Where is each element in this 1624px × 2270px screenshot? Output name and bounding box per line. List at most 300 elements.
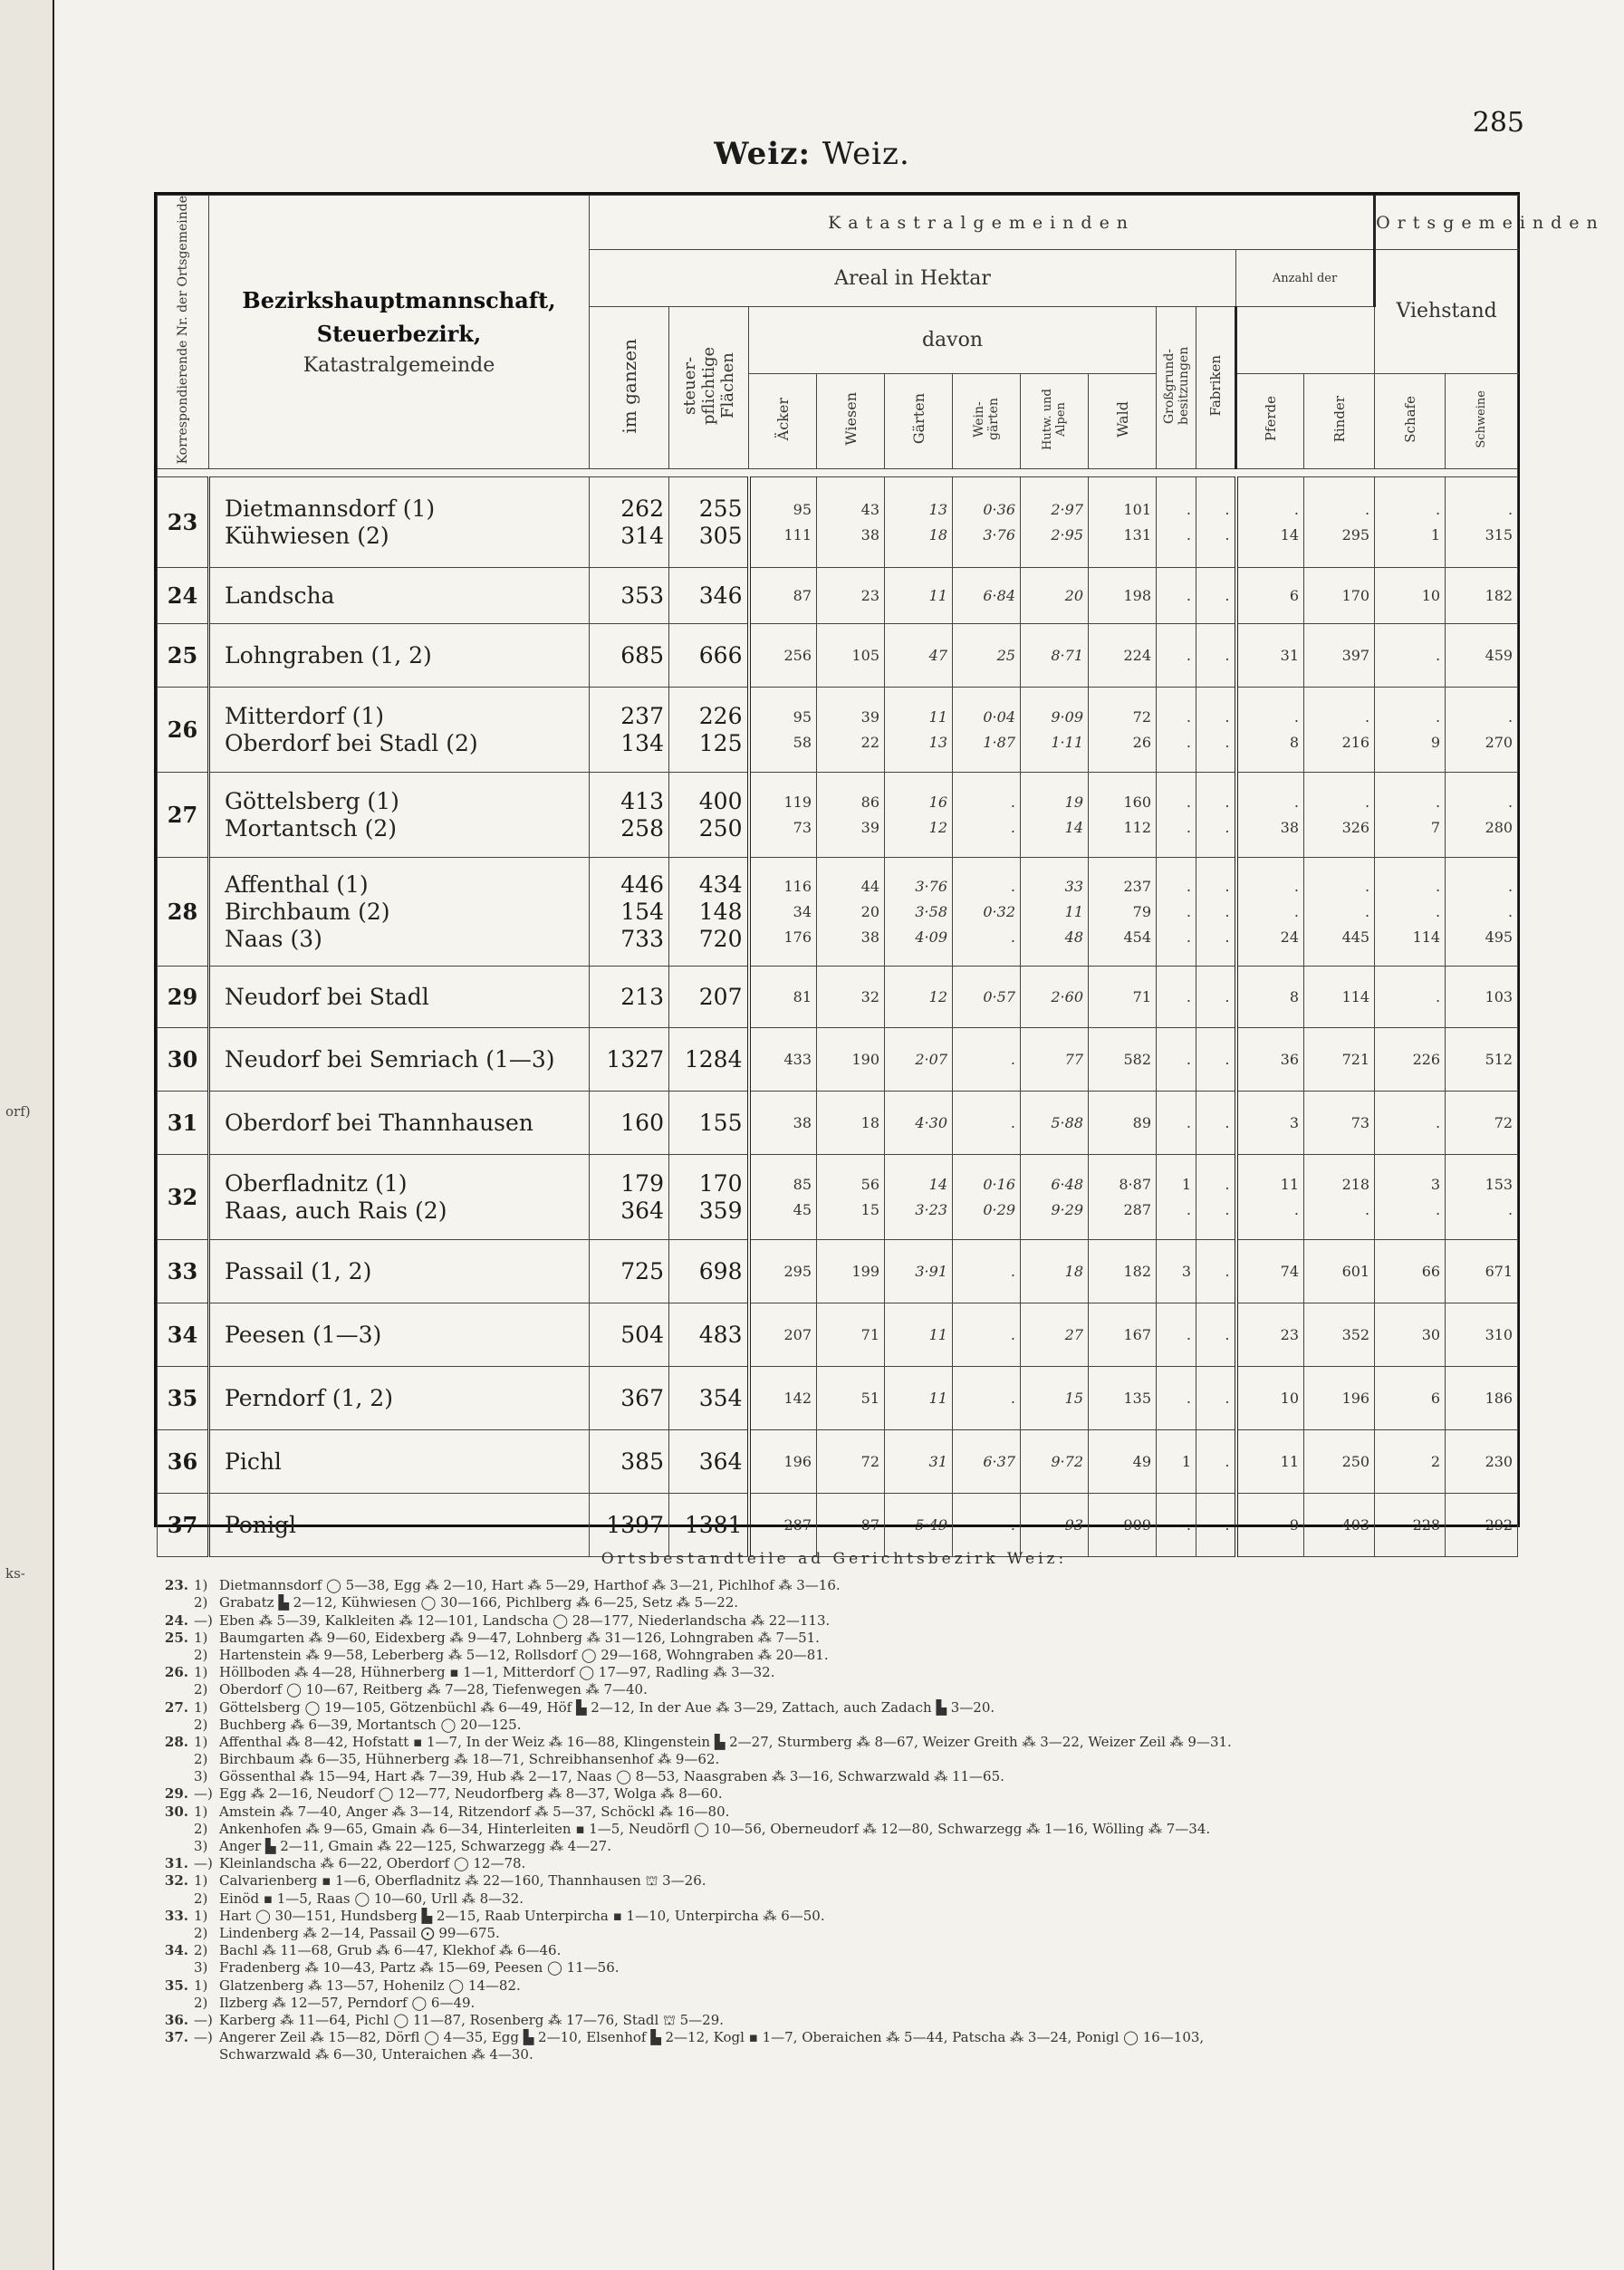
col-weingarten: 0·04 1·87 [953, 688, 1021, 773]
row-number: 27 [158, 773, 209, 858]
row-number: 33 [158, 1240, 209, 1303]
footnote-text: Affenthal ⁂ 8—42, Hofstatt ▪ 1—7, In der Weiz ⁂ 16—88, Klingenstein ▙ 2—27, Sturmberg ⁂ 8—67, Weizer Greith ⁂ 3—22, Weizer Zeil ⁂ 9—31. [219, 1733, 1232, 1750]
col-steuerpflichtig: 155 [669, 1092, 749, 1155]
col-schweine: 153 . [1446, 1155, 1518, 1240]
col-im-ganzen: 179 364 [590, 1155, 669, 1240]
footnote-text: Ilzberg ⁂ 12—57, Perndorf ◯ 6—49. [219, 1994, 476, 2011]
col-wald: 198 [1089, 568, 1157, 624]
col-fabriken: . . [1196, 1155, 1236, 1240]
col-weingarten: . [953, 1303, 1021, 1367]
col-acker: 116 34 176 [749, 858, 817, 967]
col-grossgrund: 1 [1157, 1430, 1196, 1494]
footnote-line [154, 1681, 1514, 1698]
col-im-ganzen: 237 134 [590, 688, 669, 773]
col-rinder: 170 [1304, 568, 1375, 624]
footnote-line [154, 1872, 1514, 1890]
col-grossgrund: . [1157, 1028, 1196, 1092]
col-grossgrund: 3 [1157, 1240, 1196, 1303]
col-rinder: 250 [1304, 1430, 1375, 1494]
col-wald: 135 [1089, 1367, 1157, 1430]
col-gaerten: 31 [885, 1430, 953, 1494]
col-pferde: 3 [1236, 1092, 1304, 1155]
col-im-ganzen: 385 [590, 1430, 669, 1494]
gaerten-header: Gärten [885, 373, 953, 469]
col-schafe: 3 . [1375, 1155, 1446, 1240]
col-steuerpflichtig: 346 [669, 568, 749, 624]
footnote-number: 31. [164, 1855, 188, 1872]
row-number: 37 [158, 1494, 209, 1557]
footnote-line [154, 1647, 1514, 1664]
footnote-line [154, 1908, 1514, 1925]
col-schweine: 103 [1446, 967, 1518, 1028]
table-row [158, 773, 1518, 858]
col-fabriken: . [1196, 1367, 1236, 1430]
footnote-line [154, 1577, 1514, 1594]
col-schafe: . [1375, 967, 1446, 1028]
col-im-ganzen: 1327 [590, 1028, 669, 1092]
col-steuerpflichtig: 483 [669, 1303, 749, 1367]
footnote-text: Dietmannsdorf ◯ 5—38, Egg ⁂ 2—10, Hart ⁂ 5—29, Harthof ⁂ 3—21, Pichlhof ⁂ 3—16. [219, 1577, 841, 1594]
col-fabriken: . [1196, 1494, 1236, 1557]
col-fabriken: . [1196, 1028, 1236, 1092]
footnote-number: 37. [164, 2029, 188, 2046]
table-row [158, 858, 1518, 967]
col-im-ganzen: 1397 [590, 1494, 669, 1557]
footnote-text: Schwarzwald ⁂ 6—30, Unteraichen ⁂ 4—30. [219, 2046, 533, 2063]
col-schweine: 292 [1446, 1494, 1518, 1557]
left-page-edge [0, 0, 54, 2270]
col-steuerpflichtig: 1381 [669, 1494, 749, 1557]
col-wald: 237 79 454 [1089, 858, 1157, 967]
col-weingarten: 0·16 0·29 [953, 1155, 1021, 1240]
col-schafe: . 1 [1375, 477, 1446, 568]
footnote-number: 36. [164, 2011, 188, 2028]
col-schafe: 30 [1375, 1303, 1446, 1367]
footnote-number: 24. [164, 1611, 188, 1629]
footnote-text: Anger ▙ 2—11, Gmain ⁂ 22—125, Schwarzegg ⁂ 4—27. [219, 1838, 611, 1855]
col-pferde: . 38 [1236, 773, 1304, 858]
col-steuerpflichtig: 400 250 [669, 773, 749, 858]
areal-header: Areal in Hektar [590, 250, 1236, 307]
col-gaerten: 2·07 [885, 1028, 953, 1092]
col-wiesen: 105 [817, 624, 885, 688]
footnote-line [154, 1855, 1514, 1872]
col-wald: 72 26 [1089, 688, 1157, 773]
page-title-sub: Weiz. [822, 136, 910, 172]
page-title [0, 136, 1624, 172]
col-hutweiden: 93 [1021, 1494, 1089, 1557]
col-rinder: . . 445 [1304, 858, 1375, 967]
footnote-line [154, 1751, 1514, 1768]
col-wiesen: 56 15 [817, 1155, 885, 1240]
col-pferde: 10 [1236, 1367, 1304, 1430]
col-schweine: 671 [1446, 1240, 1518, 1303]
col-steuerpflichtig: 364 [669, 1430, 749, 1494]
col-schweine: 182 [1446, 568, 1518, 624]
col-acker: 295 [749, 1240, 817, 1303]
cadastral-name: Lohngraben (1, 2) [209, 624, 590, 688]
table-row [158, 688, 1518, 773]
col-pferde: . . 24 [1236, 858, 1304, 967]
col-steuerpflichtig: 226 125 [669, 688, 749, 773]
col-pferde: . 8 [1236, 688, 1304, 773]
col-acker: 142 [749, 1367, 817, 1430]
footnote-line [154, 1630, 1514, 1647]
footnote-line [154, 1768, 1514, 1785]
footnote-text: Ankenhofen ⁂ 9—65, Gmain ⁂ 6—34, Hinterleiten ▪ 1—5, Neudörfl ◯ 10—56, Oberneudorf ⁂ 12—80, Schwarzegg ⁂ 1—16, Wölling ⁂ 7—34. [219, 1820, 1211, 1837]
col-acker: 81 [749, 967, 817, 1028]
footnote-text: Hart ◯ 30—151, Hundsberg ▙ 2—15, Raab Unterpircha ▪ 1—10, Unterpircha ⁂ 6—50. [219, 1907, 825, 1924]
col-pferde: 8 [1236, 967, 1304, 1028]
col-gaerten: 11 13 [885, 688, 953, 773]
cadastral-name: Landscha [209, 568, 590, 624]
cadastral-name: Mitterdorf (1) Oberdorf bei Stadl (2) [209, 688, 590, 773]
col-wiesen: 32 [817, 967, 885, 1028]
col-pferde: 9 [1236, 1494, 1304, 1557]
col-wiesen: 87 [817, 1494, 885, 1557]
col-pferde: . 14 [1236, 477, 1304, 568]
col-acker: 433 [749, 1028, 817, 1092]
col-rinder: 196 [1304, 1367, 1375, 1430]
col-schafe: 226 [1375, 1028, 1446, 1092]
col-acker: 95 58 [749, 688, 817, 773]
footnote-text: Bachl ⁂ 11—68, Grub ⁂ 6—47, Klekhof ⁂ 6—46. [219, 1942, 562, 1959]
footnote-line [154, 1717, 1514, 1734]
col-wiesen: 39 22 [817, 688, 885, 773]
col-schafe: . 9 [1375, 688, 1446, 773]
col-schafe: . 7 [1375, 773, 1446, 858]
col-schweine: 186 [1446, 1367, 1518, 1430]
col-im-ganzen: 213 [590, 967, 669, 1028]
col-schweine: . . 495 [1446, 858, 1518, 967]
col-acker: 87 [749, 568, 817, 624]
col-weingarten: 0·36 3·76 [953, 477, 1021, 568]
footnote-number: 34. [164, 1942, 188, 1959]
col-schafe: 2 [1375, 1430, 1446, 1494]
col-hutweiden: 9·09 1·11 [1021, 688, 1089, 773]
col-im-ganzen: 504 [590, 1303, 669, 1367]
footnote-line [154, 1664, 1514, 1681]
col-hutweiden: 77 [1021, 1028, 1089, 1092]
col-rinder: 403 [1304, 1494, 1375, 1557]
col-rinder: . 326 [1304, 773, 1375, 858]
col-grossgrund: . . [1157, 477, 1196, 568]
col-acker: 38 [749, 1092, 817, 1155]
col-rinder: 114 [1304, 967, 1375, 1028]
col-pferde: 11 [1236, 1430, 1304, 1494]
cadastral-name: Peesen (1—3) [209, 1303, 590, 1367]
col-fabriken: . . [1196, 688, 1236, 773]
footnote-sub: 1) [194, 1698, 208, 1716]
footnote-number: 25. [164, 1629, 188, 1646]
col-gaerten: 11 [885, 1367, 953, 1430]
col-wiesen: 199 [817, 1240, 885, 1303]
row-number: 35 [158, 1367, 209, 1430]
cadastral-name: Ponigl [209, 1494, 590, 1557]
footnote-sub: 2) [194, 1890, 208, 1907]
footnote-line [154, 1925, 1514, 1942]
col-wald: 167 [1089, 1303, 1157, 1367]
col-gaerten: 11 [885, 568, 953, 624]
col-weingarten: . [953, 1367, 1021, 1430]
footnote-sub: 1) [194, 1977, 208, 1994]
edge-text: orf) [5, 1103, 31, 1120]
footnote-text: Calvarienberg ▪ 1—6, Oberfladnitz ⁂ 22—160, Thannhausen ⛫ 3—26. [219, 1872, 706, 1890]
col-schafe: . [1375, 1092, 1446, 1155]
footnote-sub: 2) [194, 1751, 208, 1768]
col-wald: 49 [1089, 1430, 1157, 1494]
col-fabriken: . . . [1196, 858, 1236, 967]
row-number: 29 [158, 967, 209, 1028]
table-row [158, 1430, 1518, 1494]
col-fabriken: . [1196, 1303, 1236, 1367]
col-weingarten: . [953, 1494, 1021, 1557]
district-header: Bezirkshauptmannschaft, Steuerbezirk, Katastralgemeinde [209, 196, 590, 469]
col-hutweiden: 9·72 [1021, 1430, 1089, 1494]
footnote-sub: 2) [194, 1681, 208, 1698]
col-schweine: 72 [1446, 1092, 1518, 1155]
col-hutweiden: 15 [1021, 1367, 1089, 1430]
footnote-sub: —) [194, 1855, 213, 1872]
col-acker: 85 45 [749, 1155, 817, 1240]
weingarten-header: Wein- gärten [953, 373, 1021, 469]
footnote-sub: 2) [194, 1820, 208, 1837]
footnote-sub: 3) [194, 1768, 208, 1785]
col-fabriken: . [1196, 624, 1236, 688]
row-number: 36 [158, 1430, 209, 1494]
footnote-number: 28. [164, 1733, 188, 1750]
footnote-sub: 1) [194, 1907, 208, 1924]
col-im-ganzen: 262 314 [590, 477, 669, 568]
row-number: 26 [158, 688, 209, 773]
footnote-line [154, 1838, 1514, 1855]
footnote-number: 27. [164, 1698, 188, 1716]
col-grossgrund: . . . [1157, 858, 1196, 967]
corr-nr-header: Korrespondierende Nr. der Ortsgemeinde [158, 196, 209, 469]
footnote-line [154, 1734, 1514, 1751]
anzahl-header: Anzahl der [1236, 250, 1375, 307]
viehstand-header: Viehstand [1375, 250, 1518, 374]
col-schafe: 10 [1375, 568, 1446, 624]
col-weingarten: . . [953, 773, 1021, 858]
col-rinder: 73 [1304, 1092, 1375, 1155]
col-wiesen: 18 [817, 1092, 885, 1155]
col-hutweiden: 33 11 48 [1021, 858, 1089, 967]
footnote-sub: —) [194, 2011, 213, 2028]
col-gaerten: 3·76 3·58 4·09 [885, 858, 953, 967]
col-pferde: 6 [1236, 568, 1304, 624]
footnote-text: Göttelsberg ◯ 19—105, Götzenbüchl ⁂ 6—49, Höf ▙ 2—12, In der Aue ⁂ 3—29, Zattach, auch Zadach ▙ 3—20. [219, 1698, 995, 1716]
footnote-line [154, 1785, 1514, 1803]
footnote-line [154, 1612, 1514, 1630]
cadastral-name: Neudorf bei Semriach (1—3) [209, 1028, 590, 1092]
col-hutweiden: 20 [1021, 568, 1089, 624]
footnote-line [154, 2012, 1514, 2029]
footnote-sub: 1) [194, 1733, 208, 1750]
statistics-table [154, 192, 1605, 1539]
col-wald: 909 [1089, 1494, 1157, 1557]
col-weingarten: 6·37 [953, 1430, 1021, 1494]
footnote-text: Höllboden ⁂ 4—28, Hühnerberg ▪ 1—1, Mitterdorf ◯ 17—97, Radling ⁂ 3—32. [219, 1664, 775, 1681]
row-number: 28 [158, 858, 209, 967]
col-gaerten: 14 3·23 [885, 1155, 953, 1240]
col-weingarten: . 0·32 . [953, 858, 1021, 967]
footnote-sub: 1) [194, 1664, 208, 1681]
table-row [158, 624, 1518, 688]
footnote-text: Lindenberg ⁂ 2—14, Passail ⨀ 99—675. [219, 1924, 500, 1941]
wiesen-header: Wiesen [817, 373, 885, 469]
footnote-text: Fradenberg ⁂ 10—43, Partz ⁂ 15—69, Peesen ◯ 11—56. [219, 1959, 620, 1977]
pferde-header: Pferde [1236, 373, 1304, 469]
col-hutweiden: 18 [1021, 1240, 1089, 1303]
col-grossgrund: 1 . [1157, 1155, 1196, 1240]
table-row [158, 1155, 1518, 1240]
footnote-sub: 2) [194, 1942, 208, 1959]
footnote-line [154, 1977, 1514, 1995]
footnote-text: Amstein ⁂ 7—40, Anger ⁂ 3—14, Ritzendorf ⁂ 5—37, Schöckl ⁂ 16—80. [219, 1803, 730, 1820]
col-schweine: 230 [1446, 1430, 1518, 1494]
footnote-sub: 2) [194, 1646, 208, 1663]
col-wald: 224 [1089, 624, 1157, 688]
col-hutweiden: 2·60 [1021, 967, 1089, 1028]
col-fabriken: . . [1196, 477, 1236, 568]
footnote-number: 35. [164, 1977, 188, 1994]
row-number: 32 [158, 1155, 209, 1240]
col-wald: 101 131 [1089, 477, 1157, 568]
col-acker: 256 [749, 624, 817, 688]
page-title-main: Weiz: [714, 136, 812, 172]
col-wald: 182 [1089, 1240, 1157, 1303]
footnote-sub: 2) [194, 1924, 208, 1941]
katastral-header: Katastralgemeinden [590, 196, 1375, 250]
table-row [158, 1367, 1518, 1430]
col-pferde: 36 [1236, 1028, 1304, 1092]
col-steuerpflichtig: 698 [669, 1240, 749, 1303]
page-number: 285 [1472, 107, 1524, 139]
col-steuerpflichtig: 1284 [669, 1028, 749, 1092]
col-grossgrund: . [1157, 568, 1196, 624]
footnote-line [154, 1699, 1514, 1717]
col-grossgrund: . . [1157, 773, 1196, 858]
footnote-sub: 2) [194, 1994, 208, 2011]
col-schafe: . . 114 [1375, 858, 1446, 967]
fabriken-header: Fabriken [1196, 307, 1236, 469]
footnote-text: Egg ⁂ 2—16, Neudorf ◯ 12—77, Neudorfberg ⁂ 8—37, Wolga ⁂ 8—60. [219, 1785, 723, 1803]
footnote-line [154, 2046, 1514, 2063]
cadastral-name: Oberdorf bei Thannhausen [209, 1092, 590, 1155]
col-wald: 160 112 [1089, 773, 1157, 858]
table-row [158, 477, 1518, 568]
col-steuerpflichtig: 666 [669, 624, 749, 688]
col-wiesen: 44 20 38 [817, 858, 885, 967]
col-weingarten: . [953, 1092, 1021, 1155]
schafe-header: Schafe [1375, 373, 1446, 469]
col-gaerten: 13 18 [885, 477, 953, 568]
col-pferde: 23 [1236, 1303, 1304, 1367]
col-grossgrund: . [1157, 967, 1196, 1028]
cadastral-name: Passail (1, 2) [209, 1240, 590, 1303]
footnotes [154, 1551, 1514, 2063]
col-schweine: . 270 [1446, 688, 1518, 773]
footnote-line [154, 1995, 1514, 2012]
table-row [158, 1028, 1518, 1092]
row-number: 34 [158, 1303, 209, 1367]
footnote-line [154, 1594, 1514, 1611]
footnote-sub: 1) [194, 1803, 208, 1820]
col-acker: 196 [749, 1430, 817, 1494]
col-acker: 119 73 [749, 773, 817, 858]
footnote-text: Kleinlandscha ⁂ 6—22, Oberdorf ◯ 12—78. [219, 1855, 526, 1872]
footnote-number: 29. [164, 1785, 188, 1803]
row-number: 30 [158, 1028, 209, 1092]
col-acker: 95 111 [749, 477, 817, 568]
col-hutweiden: 5·88 [1021, 1092, 1089, 1155]
col-acker: 207 [749, 1303, 817, 1367]
wald-header: Wald [1089, 373, 1157, 469]
steuerpflichtig-header: steuer- pflichtige Flächen [669, 307, 749, 469]
col-schweine: . 315 [1446, 477, 1518, 568]
footnotes-title: Ortsbestandteile ad Gerichtsbezirk Weiz: [601, 1550, 1068, 1568]
footnote-sub: 1) [194, 1629, 208, 1646]
col-hutweiden: 27 [1021, 1303, 1089, 1367]
col-schafe: 6 [1375, 1367, 1446, 1430]
cadastral-name: Göttelsberg (1) Mortantsch (2) [209, 773, 590, 858]
footnote-text: Gössenthal ⁂ 15—94, Hart ⁂ 7—39, Hub ⁂ 2—17, Naas ◯ 8—53, Naasgraben ⁂ 3—16, Schwarzwald ⁂ 11—65. [219, 1768, 1004, 1785]
col-hutweiden: 19 14 [1021, 773, 1089, 858]
footnote-text: Buchberg ⁂ 6—39, Mortantsch ◯ 20—125. [219, 1716, 522, 1733]
col-schafe: 228 [1375, 1494, 1446, 1557]
col-weingarten: 0·57 [953, 967, 1021, 1028]
acker-header: Äcker [749, 373, 817, 469]
col-grossgrund: . [1157, 624, 1196, 688]
footnote-number: 33. [164, 1907, 188, 1924]
col-hutweiden: 8·71 [1021, 624, 1089, 688]
schweine-header: Schweine [1446, 373, 1518, 469]
col-grossgrund: . [1157, 1494, 1196, 1557]
col-grossgrund: . [1157, 1367, 1196, 1430]
col-im-ganzen: 446 154 733 [590, 858, 669, 967]
footnote-text: Grabatz ▙ 2—12, Kühwiesen ◯ 30—166, Pichlberg ⁂ 6—25, Setz ⁂ 5—22. [219, 1594, 739, 1611]
footnote-number: 30. [164, 1803, 188, 1820]
footnote-sub: 1) [194, 1577, 208, 1594]
footnote-line [154, 1959, 1514, 1977]
footnote-sub: 3) [194, 1959, 208, 1977]
col-fabriken: . [1196, 967, 1236, 1028]
col-pferde: 31 [1236, 624, 1304, 688]
col-hutweiden: 2·97 2·95 [1021, 477, 1089, 568]
col-wiesen: 51 [817, 1367, 885, 1430]
edge-text: ks- [5, 1565, 25, 1582]
col-gaerten: 47 [885, 624, 953, 688]
footnote-number: 32. [164, 1872, 188, 1890]
footnote-line [154, 1942, 1514, 1959]
footnote-text: Hartenstein ⁂ 9—58, Leberberg ⁂ 5—12, Rollsdorf ◯ 29—168, Wohngraben ⁂ 20—81. [219, 1646, 829, 1663]
footnote-number: 26. [164, 1664, 188, 1681]
footnote-sub: 2) [194, 1594, 208, 1611]
footnote-sub: 3) [194, 1838, 208, 1855]
footnote-text: Baumgarten ⁂ 9—60, Eidexberg ⁂ 9—47, Lohnberg ⁂ 31—126, Lohngraben ⁂ 7—51. [219, 1629, 820, 1646]
col-weingarten: . [953, 1240, 1021, 1303]
col-fabriken: . [1196, 568, 1236, 624]
im-ganzen-header: im ganzen [590, 307, 669, 469]
col-gaerten: 16 12 [885, 773, 953, 858]
footnote-sub: 2) [194, 1716, 208, 1733]
row-number: 24 [158, 568, 209, 624]
row-number: 31 [158, 1092, 209, 1155]
col-pferde: 11 . [1236, 1155, 1304, 1240]
footnote-sub: —) [194, 2029, 213, 2046]
col-pferde: 74 [1236, 1240, 1304, 1303]
